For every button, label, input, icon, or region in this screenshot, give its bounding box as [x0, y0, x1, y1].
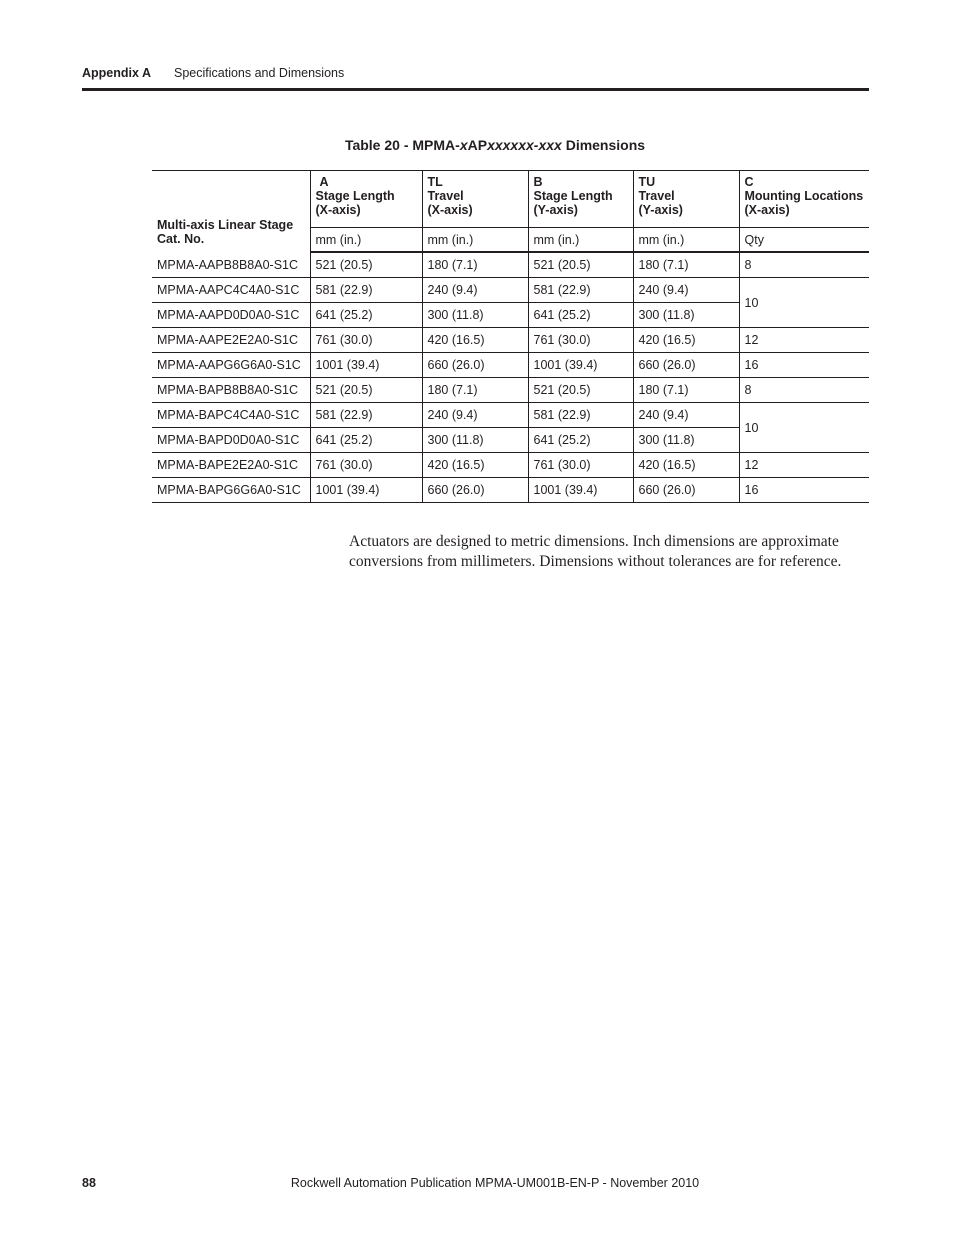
cell-cat-no: MPMA-AAPD0D0A0-S1C — [152, 303, 310, 328]
cell-c: 8 — [739, 252, 869, 278]
caption-mid: AP — [467, 137, 488, 153]
cell-a: 761 (30.0) — [310, 453, 422, 478]
cell-cat-no: MPMA-BAPG6G6A0-S1C — [152, 478, 310, 503]
header-section: Appendix A — [82, 66, 151, 80]
table-row — [152, 278, 869, 303]
table-row — [152, 478, 869, 503]
cell-cat-no: MPMA-BAPD0D0A0-S1C — [152, 428, 310, 453]
body-note: Actuators are designed to metric dimensions. Inch dimensions are approximate conversions from millimeters. Dimensions without tolerances are for reference. — [349, 532, 842, 570]
table-row — [152, 403, 869, 428]
unit-cell: Qty — [739, 228, 869, 253]
table-row — [152, 453, 869, 478]
caption-italic-suffix: xxxxxx-xxx — [487, 137, 562, 153]
cell-cat-no: MPMA-BAPE2E2A0-S1C — [152, 453, 310, 478]
cell-tl: 180 (7.1) — [422, 378, 528, 403]
header-cat-no: Multi-axis Linear Stage Cat. No. — [152, 171, 310, 253]
cell-b: 761 (30.0) — [528, 328, 633, 353]
cell-b: 761 (30.0) — [528, 453, 633, 478]
cell-tu: 240 (9.4) — [633, 278, 739, 303]
cell-tl: 420 (16.5) — [422, 328, 528, 353]
cell-c: 8 — [739, 378, 869, 403]
cell-b: 521 (20.5) — [528, 252, 633, 278]
cell-tu: 420 (16.5) — [633, 328, 739, 353]
cell-b: 521 (20.5) — [528, 378, 633, 403]
cell-cat-no: MPMA-AAPG6G6A0-S1C — [152, 353, 310, 378]
cell-tl: 660 (26.0) — [422, 478, 528, 503]
page-number: 88 — [82, 1176, 96, 1190]
cell-a: 1001 (39.4) — [310, 478, 422, 503]
cell-c: 16 — [739, 478, 869, 503]
table-row — [152, 353, 869, 378]
cell-tu: 180 (7.1) — [633, 378, 739, 403]
unit-cell: mm (in.) — [422, 228, 528, 253]
dimensions-table — [152, 170, 869, 503]
cell-tu: 300 (11.8) — [633, 428, 739, 453]
publication-footer: Rockwell Automation Publication MPMA-UM001B-EN-P - November 2010 — [290, 1176, 700, 1190]
unit-cell: mm (in.) — [633, 228, 739, 253]
header-a: A Stage Length (X-axis) — [310, 171, 422, 228]
cell-b: 1001 (39.4) — [528, 478, 633, 503]
running-header — [82, 66, 869, 88]
cell-b: 641 (25.2) — [528, 303, 633, 328]
cell-tl: 180 (7.1) — [422, 252, 528, 278]
table-row — [152, 328, 869, 353]
cell-a: 581 (22.9) — [310, 403, 422, 428]
cell-a: 641 (25.2) — [310, 303, 422, 328]
cell-a: 1001 (39.4) — [310, 353, 422, 378]
cell-cat-no: MPMA-BAPC4C4A0-S1C — [152, 403, 310, 428]
cell-a: 761 (30.0) — [310, 328, 422, 353]
cell-c: 16 — [739, 353, 869, 378]
cell-a: 521 (20.5) — [310, 252, 422, 278]
cell-c-merged: 10 — [739, 278, 869, 328]
cell-b: 581 (22.9) — [528, 278, 633, 303]
unit-cell: mm (in.) — [528, 228, 633, 253]
cell-b: 1001 (39.4) — [528, 353, 633, 378]
table-row — [152, 378, 869, 403]
cell-b: 641 (25.2) — [528, 428, 633, 453]
header-b: B Stage Length (Y-axis) — [528, 171, 633, 228]
cell-tu: 240 (9.4) — [633, 403, 739, 428]
caption-italic-x: x — [459, 137, 468, 153]
header-tu: TU Travel (Y-axis) — [633, 171, 739, 228]
cell-tl: 240 (9.4) — [422, 278, 528, 303]
header-tl: TL Travel (X-axis) — [422, 171, 528, 228]
unit-cell: mm (in.) — [310, 228, 422, 253]
cell-c: 12 — [739, 328, 869, 353]
cell-tl: 300 (11.8) — [422, 428, 528, 453]
cell-cat-no: MPMA-BAPB8B8A0-S1C — [152, 378, 310, 403]
cell-tu: 420 (16.5) — [633, 453, 739, 478]
cell-b: 581 (22.9) — [528, 403, 633, 428]
cell-a: 521 (20.5) — [310, 378, 422, 403]
cell-tl: 660 (26.0) — [422, 353, 528, 378]
cell-cat-no: MPMA-AAPC4C4A0-S1C — [152, 278, 310, 303]
cell-tu: 180 (7.1) — [633, 252, 739, 278]
cell-tu: 660 (26.0) — [633, 478, 739, 503]
cell-a: 581 (22.9) — [310, 278, 422, 303]
cell-cat-no: MPMA-AAPB8B8A0-S1C — [152, 252, 310, 278]
header-c: C Mounting Locations (X-axis) — [739, 171, 869, 228]
cell-tu: 660 (26.0) — [633, 353, 739, 378]
cell-cat-no: MPMA-AAPE2E2A0-S1C — [152, 328, 310, 353]
header-rule — [82, 88, 869, 91]
cell-c-merged: 10 — [739, 403, 869, 453]
cell-c: 12 — [739, 453, 869, 478]
cell-tl: 300 (11.8) — [422, 303, 528, 328]
table-caption — [152, 137, 838, 153]
cell-a: 641 (25.2) — [310, 428, 422, 453]
table-row — [152, 252, 869, 278]
header-chapter: Specifications and Dimensions — [174, 66, 345, 80]
table-header-row — [152, 171, 869, 228]
caption-prefix: Table 20 - MPMA- — [344, 137, 460, 153]
caption-suffix: Dimensions — [561, 137, 646, 153]
cell-tl: 420 (16.5) — [422, 453, 528, 478]
cell-tl: 240 (9.4) — [422, 403, 528, 428]
cell-tu: 300 (11.8) — [633, 303, 739, 328]
